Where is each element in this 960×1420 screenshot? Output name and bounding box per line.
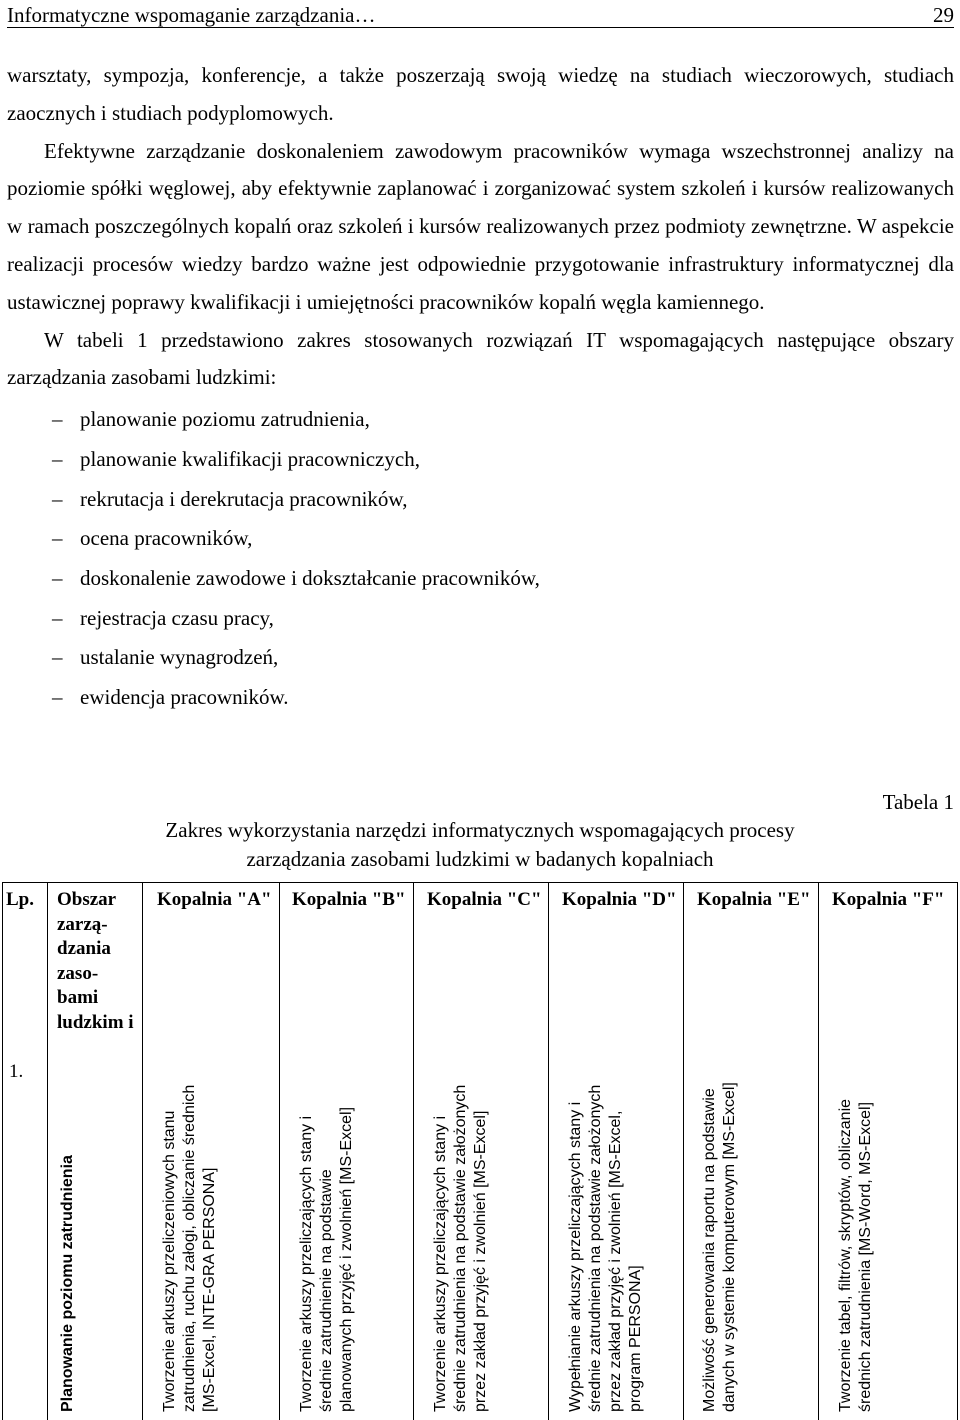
paragraph-2: Efektywne zarządzanie doskonaleniem zawodowym pracowników wymaga wszechstronnej analizy na poziomie spółki węglowej, aby efektywnie zaplanować i zorganizować system szkoleń i kursów realizowanych w ramach poszczególnych kopalń oraz szkoleń i kursów realizowanych przez podmioty zewnętrzne. W aspekcie realizacji procesów wiedzy bardzo ważne jest odpowiednie przygotowanie infrastruktury informatycznej dla ustawicznej poprawy kwalifikacji i umiejętności pracowników kopalń węgla kamiennego. [7, 138, 954, 314]
dash-marker: – [52, 446, 63, 471]
row-cell-text: Tworzenie tabel, filtrów, skryptów, obliczanie średnich zatrudnienia [MS-Word, MS-Excel] [837, 1098, 874, 1412]
row-cell-text: Wypełnianie arkuszy przeliczających stany i średnie zatrudnienia na podstawie założonych przez zakład przyjęć i zwolnień [MS-Excel, program PERSONA] [567, 1084, 644, 1412]
list-item: – doskonalenie zawodowe i dokształcanie pracowników, [7, 559, 954, 599]
table-border [142, 882, 143, 1420]
header-area: Obszar zarzą-dzania zaso-bami ludzkim i [57, 889, 134, 1033]
row-cell-text: Możliwość generowania raportu na podstawie danych w systemie komputerowym [MS-Excel] [701, 1082, 738, 1412]
list-item: – planowanie poziomu zatrudnienia, [7, 400, 954, 440]
body-text [7, 57, 954, 718]
page-header [7, 3, 954, 28]
header-mine-b: Kopalnia "B" [292, 889, 406, 910]
list-item: – rejestracja czasu pracy, [7, 599, 954, 639]
table-border [957, 882, 958, 1420]
row-cell-text: Tworzenie arkuszy przeliczających stany i średnie zatrudnienia na podstawie założonych przez zakład przyjęć i zwolnień [MS-Excel] [432, 1084, 489, 1412]
dash-marker: – [52, 605, 63, 630]
dash-marker: – [52, 526, 63, 551]
bullet-list [7, 400, 954, 718]
table-caption-line-1: Zakres wykorzystania narzędzi informatycznych wspomagających procesy [165, 818, 795, 842]
table-border [2, 882, 3, 1420]
table-border [683, 882, 684, 1420]
row-cell-mine-d [566, 1082, 680, 1412]
row-area-cell [58, 1082, 88, 1412]
list-item: – ocena pracowników, [7, 519, 954, 559]
row-cell-mine-f [836, 1082, 954, 1412]
row-cell-mine-a [160, 1082, 276, 1412]
page-number: 29 [933, 3, 954, 27]
header-mine-c: Kopalnia "C" [427, 889, 542, 910]
table-caption-line-2: zarządzania zasobami ludzkimi w badanych kopalniach [246, 847, 714, 871]
dash-marker: – [52, 684, 63, 709]
table-border [818, 882, 819, 1420]
dash-marker: – [52, 645, 63, 670]
header-mine-f: Kopalnia "F" [832, 889, 945, 910]
header-mine-e: Kopalnia "E" [697, 889, 811, 910]
table [0, 882, 960, 1420]
table-top-border [2, 882, 958, 883]
dash-marker: – [52, 565, 63, 590]
paragraph-3: W tabeli 1 przedstawiono zakres stosowanych rozwiązań IT wspomagających następujące obszary zarządzania zasobami ludzkimi: [7, 327, 954, 390]
row-cell-text: Tworzenie arkuszy przeliczeniowych stanu zatrudnienia, ruchu załogi, obliczanie średnich [MS-Excel, INTE-GRA PERSONA] [161, 1084, 218, 1412]
row-cell-mine-c [431, 1082, 545, 1412]
row-lp: 1. [9, 1061, 24, 1082]
list-item: – ewidencja pracowników. [7, 678, 954, 718]
paragraph-1: warsztaty, sympozja, konferencje, a także poszerzają swoją wiedzę na studiach wieczorowych, studiach zaocznych i studiach podyplomowych. [7, 63, 954, 125]
list-item: – ustalanie wynagrodzeń, [7, 638, 954, 678]
list-item: – planowanie kwalifikacji pracowniczych, [7, 440, 954, 480]
row-cell-mine-e [700, 1082, 814, 1412]
row-cell-mine-b [297, 1082, 411, 1412]
table-border [47, 882, 48, 1420]
dash-marker: – [52, 407, 63, 432]
table-border [413, 882, 414, 1420]
row-area-text: Planowanie poziomu zatrudnienia [59, 1155, 76, 1412]
header-lp: Lp. [6, 889, 34, 910]
list-item: – rekrutacja i derekrutacja pracowników, [7, 480, 954, 520]
table-border [548, 882, 549, 1420]
table-label: Tabela 1 [882, 790, 954, 814]
table-border [279, 882, 280, 1420]
header-mine-d: Kopalnia "D" [562, 889, 677, 910]
header-mine-a: Kopalnia "A" [157, 889, 272, 910]
dash-marker: – [52, 486, 63, 511]
row-cell-text: Tworzenie arkuszy przeliczających stany i średnie zatrudnienie na podstawie planowanych przyjęć i zwolnień [MS-Excel] [298, 1106, 355, 1412]
running-title: Informatyczne wspomaganie zarządzania… [7, 3, 376, 27]
